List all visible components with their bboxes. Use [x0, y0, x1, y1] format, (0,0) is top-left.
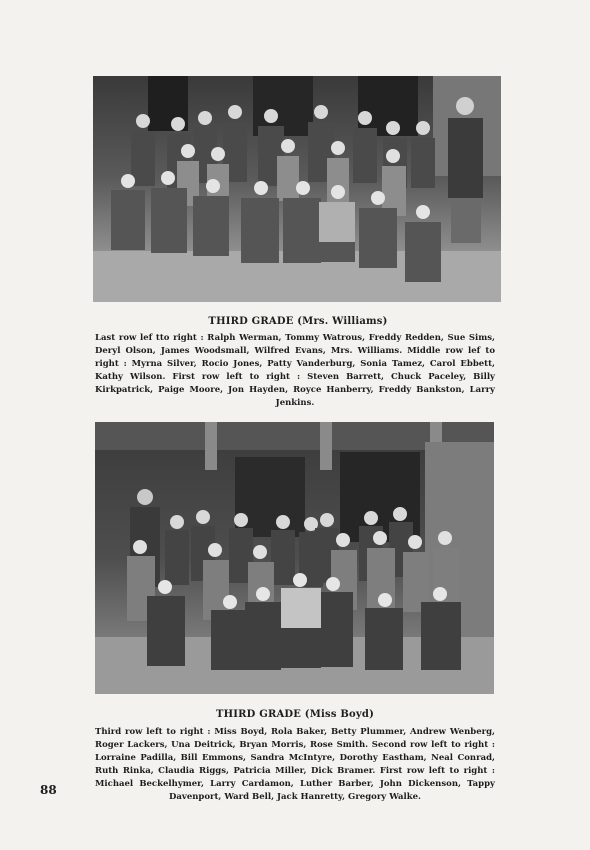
- section-title-miss-boyd: THIRD GRADE (Miss Boyd): [215, 709, 374, 720]
- student-names-miss-boyd: Third row left to right : Miss Boyd, Rola Baker, Betty Plummer, Andrew Wenberg, Roger Lackers, Una Deitrick, Bryan Morris, Rose Smith. Second row left to right : Lorraine Padilla, Bill Emmons, Sandra McIntyre, Dorothy Eastham, Neal Conrad, Ruth Rinka, Claudia Riggs, Patricia Miller, Dick Bramer. First row left to right : Michael Beckelhymer, Larry Cardamon, Luther Barber, John Dickenson, Tappy Davenport, Ward Bell, Jack Hanretty, Gregory Walke.: [95, 727, 495, 802]
- page-number: 88: [40, 783, 57, 797]
- class-photo-miss-boyd: [95, 422, 494, 694]
- class-photo-miss-boyd-image: [95, 422, 494, 694]
- class-photo-mrs-williams: [93, 76, 501, 302]
- student-names-mrs-williams: Last row lef tto right : Ralph Werman, Tommy Watrous, Freddy Redden, Sue Sims, Deryl Olson, James Woodsmall, Wilfred Evans, Mrs. Williams. Middle row lef to right : Myrna Silver, Rocio Jones, Patty Vanderburg, Sonia Tamez, Carol Ebbett, Kathy Wilson. First row left to right : Steven Barrett, Chuck Paceley, Billy Kirkpatrick, Paige Moore, Jon Hayden, Royce Hanberry, Freddy Bankston, Larry Jenkins.: [95, 333, 495, 408]
- class-photo-mrs-williams-image: [93, 76, 501, 302]
- section-title-mrs-williams: THIRD GRADE (Mrs. Williams): [208, 316, 388, 327]
